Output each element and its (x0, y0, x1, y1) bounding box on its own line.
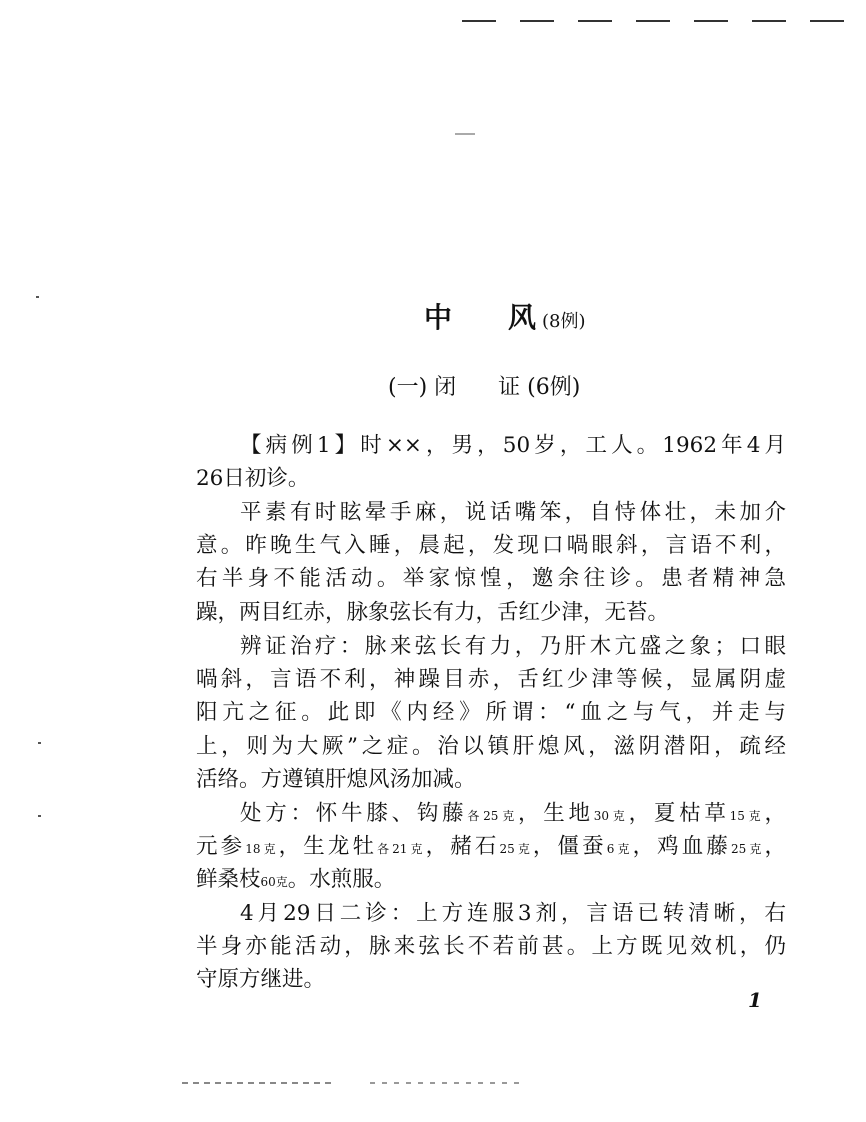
text-segment: 喎斜，言语不利，神躁目赤，舌红少津等候，显属阴虚 (196, 667, 786, 692)
text-segment: 意。昨晚生气入睡，晨起，发现口喎眼斜，言语不利， (196, 533, 786, 558)
text-line (196, 767, 786, 793)
scan-speck (36, 296, 39, 298)
title-char-2: 风 (508, 301, 537, 334)
text-line (240, 433, 786, 459)
scan-speck (38, 815, 41, 817)
text-segment: ， (764, 834, 786, 859)
scan-speck (38, 742, 41, 744)
section-title-part1: (一) 闭 (388, 375, 457, 400)
dosage-text: 30克 (593, 809, 629, 823)
scan-noise (370, 1082, 520, 1084)
dosage-text: 25克 (499, 842, 533, 856)
text-line (196, 566, 786, 592)
text-segment: ，赭石 (425, 834, 500, 859)
text-segment: 上，则为大厥”之症。治以镇肝熄风，滋阴潜阳，疏经 (196, 734, 786, 759)
text-segment: 守原方继进。 (196, 967, 326, 992)
text-segment: 辨证治疗：脉来弦长有力，乃肝木亢盛之象；口眼 (240, 634, 786, 659)
text-segment: 处方：怀牛膝、钩藤 (240, 801, 468, 826)
text-line (196, 934, 786, 960)
text-segment: 右半身不能活动。举家惊惶，邀余往诊。患者精神急 (196, 566, 786, 591)
dosage-text: 各25克 (467, 809, 518, 823)
dosage-text: 25克 (730, 842, 765, 856)
dosage-text: 18克 (245, 842, 279, 856)
header-dash (520, 20, 554, 22)
text-segment: 。水煎服。 (287, 867, 396, 892)
text-line (196, 967, 786, 993)
text-line (196, 834, 786, 862)
text-segment: ，僵蚕 (532, 834, 607, 859)
text-segment: ，鸡血藤 (632, 834, 731, 859)
text-line (196, 533, 786, 559)
header-dash (636, 20, 670, 22)
text-segment: ，生地 (517, 801, 594, 826)
text-segment: ， (764, 801, 786, 826)
text-line (196, 700, 786, 726)
dosage-text: 15克 (729, 809, 765, 823)
dosage-text: 60克 (260, 875, 288, 889)
text-segment: 活络。方遵镇肝熄风汤加减。 (196, 767, 476, 792)
text-line (196, 734, 786, 760)
text-line (240, 801, 786, 829)
text-segment: ，生龙牡 (278, 834, 378, 859)
header-dash (578, 20, 612, 22)
dosage-text: 各21克 (377, 842, 426, 856)
text-segment: 【病例1】时××，男，50岁，工人。1962年4月 (240, 433, 786, 458)
page-number: 1 (748, 988, 762, 1012)
text-line (196, 667, 786, 693)
text-line (240, 634, 786, 660)
text-segment: 半身亦能活动，脉来弦长不若前甚。上方既见效机，仍 (196, 934, 786, 959)
dosage-text: 6克 (606, 842, 633, 856)
text-segment: 阳亢之征。此即《内经》所谓：“血之与气，并走与 (196, 700, 786, 725)
text-line (240, 901, 786, 927)
section-title (388, 370, 580, 401)
text-line (240, 500, 786, 526)
text-segment: 平素有时眩晕手麻，说话嘴笨，自恃体壮，未加介 (240, 500, 786, 525)
chapter-title (424, 296, 586, 336)
text-segment: 26日初诊。 (196, 466, 310, 491)
text-segment: 4月29日二诊：上方连服3剂，言语已转清晰，右 (240, 901, 786, 926)
text-line (196, 600, 786, 626)
case-count: (8例) (542, 311, 586, 332)
text-line (196, 867, 786, 895)
text-segment: 躁，两目红赤，脉象弦长有力，舌红少津，无苔。 (196, 600, 670, 625)
header-dash (462, 20, 496, 22)
title-char-1: 中 (424, 301, 453, 334)
text-segment: ，夏枯草 (628, 801, 730, 826)
header-dash (810, 20, 844, 22)
scan-speck (455, 133, 475, 135)
header-dash (752, 20, 786, 22)
text-segment: 元参 (196, 834, 246, 859)
text-segment: 鲜桑枝 (196, 867, 261, 892)
text-line (196, 466, 786, 492)
scan-noise (182, 1082, 332, 1084)
header-dash (694, 20, 728, 22)
section-title-part2: 证 (6例) (498, 375, 581, 400)
